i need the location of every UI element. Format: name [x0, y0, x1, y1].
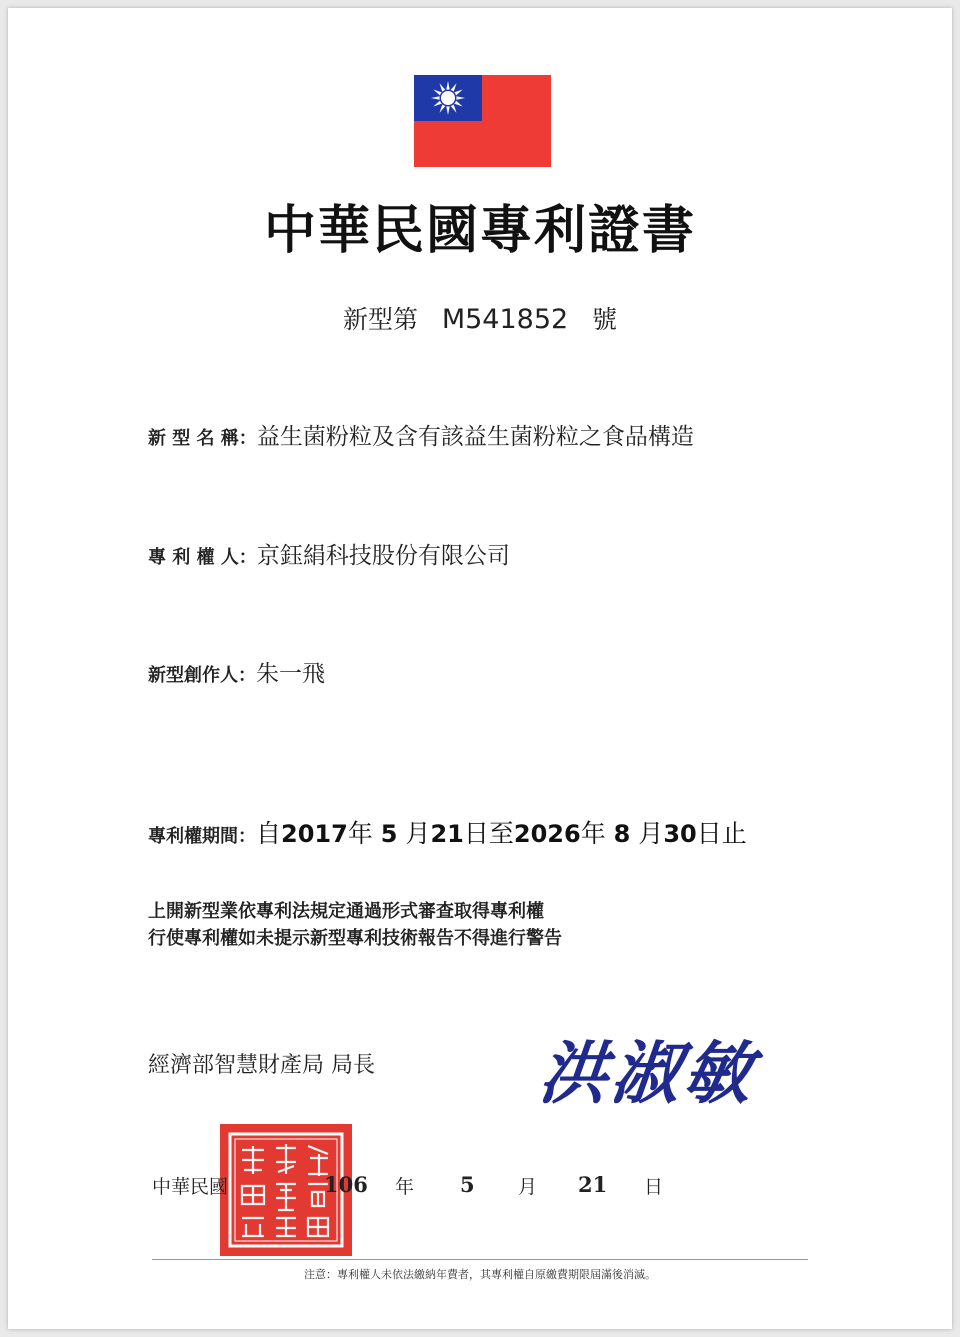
period-end-year-word: 年 — [580, 819, 606, 848]
period-row — [148, 814, 747, 850]
issue-date-era: 中華民國 — [152, 1176, 229, 1198]
period-year-word: 年 — [347, 819, 373, 848]
period-end-year: 2026 — [513, 820, 581, 848]
period-label: 專利權期間： — [148, 826, 256, 847]
roc-flag-icon — [414, 75, 551, 167]
issue-date-month: 5 — [460, 1172, 475, 1197]
notice-line-1: 上開新型業依專利法規定通過形式審查取得專利權 — [148, 901, 544, 922]
patent-suffix: 號 — [592, 305, 618, 334]
period-start-month: 5 — [380, 820, 398, 848]
notice — [148, 898, 562, 952]
issue-date-month-word: 月 — [518, 1176, 538, 1198]
director-signature: 洪淑敏 — [535, 1034, 760, 1114]
issuing-office: 經濟部智慧財產局 局長 — [148, 1053, 375, 1078]
period-from-word: 自 — [256, 819, 282, 848]
issue-date-day-word: 日 — [644, 1176, 664, 1198]
name-value: 益生菌粉粒及含有該益生菌粉粒之食品構造 — [256, 424, 694, 450]
period-day-word: 日 — [463, 819, 489, 848]
creator-label: 新型創作人： — [148, 665, 256, 686]
issue-date-year-word: 年 — [395, 1176, 415, 1198]
period-value — [256, 814, 747, 850]
creator-value: 朱一飛 — [256, 661, 325, 687]
creator-row — [148, 655, 325, 688]
patent-prefix: 新型第 — [342, 305, 418, 334]
footnote: 注意：專利權人未依法繳納年費者，其專利權自原繳費期限屆滿後消滅。 — [304, 1268, 656, 1281]
period-to-word: 至 — [488, 819, 514, 848]
period-end-month-word: 月 — [638, 819, 664, 848]
certificate-title: 中華民國專利證書 — [263, 200, 696, 261]
name-row — [148, 418, 694, 451]
footer-divider — [152, 1259, 808, 1260]
patent-number-line — [0, 300, 960, 336]
name-label: 新 型 名 稱： — [148, 428, 257, 449]
notice-line-2: 行使專利權如未提示新型專利技術報告不得進行警告 — [148, 928, 562, 949]
owner-row — [148, 537, 510, 570]
period-end-word: 日止 — [696, 819, 747, 848]
owner-label: 專 利 權 人： — [148, 547, 257, 568]
patent-number: M541852 — [441, 304, 569, 335]
owner-value: 京鈺絹科技股份有限公司 — [256, 543, 510, 569]
period-start-day: 21 — [430, 820, 464, 848]
period-end-day: 30 — [663, 820, 697, 848]
period-end-month: 8 — [613, 820, 631, 848]
issue-date-day: 21 — [578, 1172, 608, 1197]
issue-date-year: 106 — [324, 1172, 368, 1197]
period-start-year: 2017 — [281, 820, 348, 848]
period-month-word: 月 — [405, 819, 431, 848]
